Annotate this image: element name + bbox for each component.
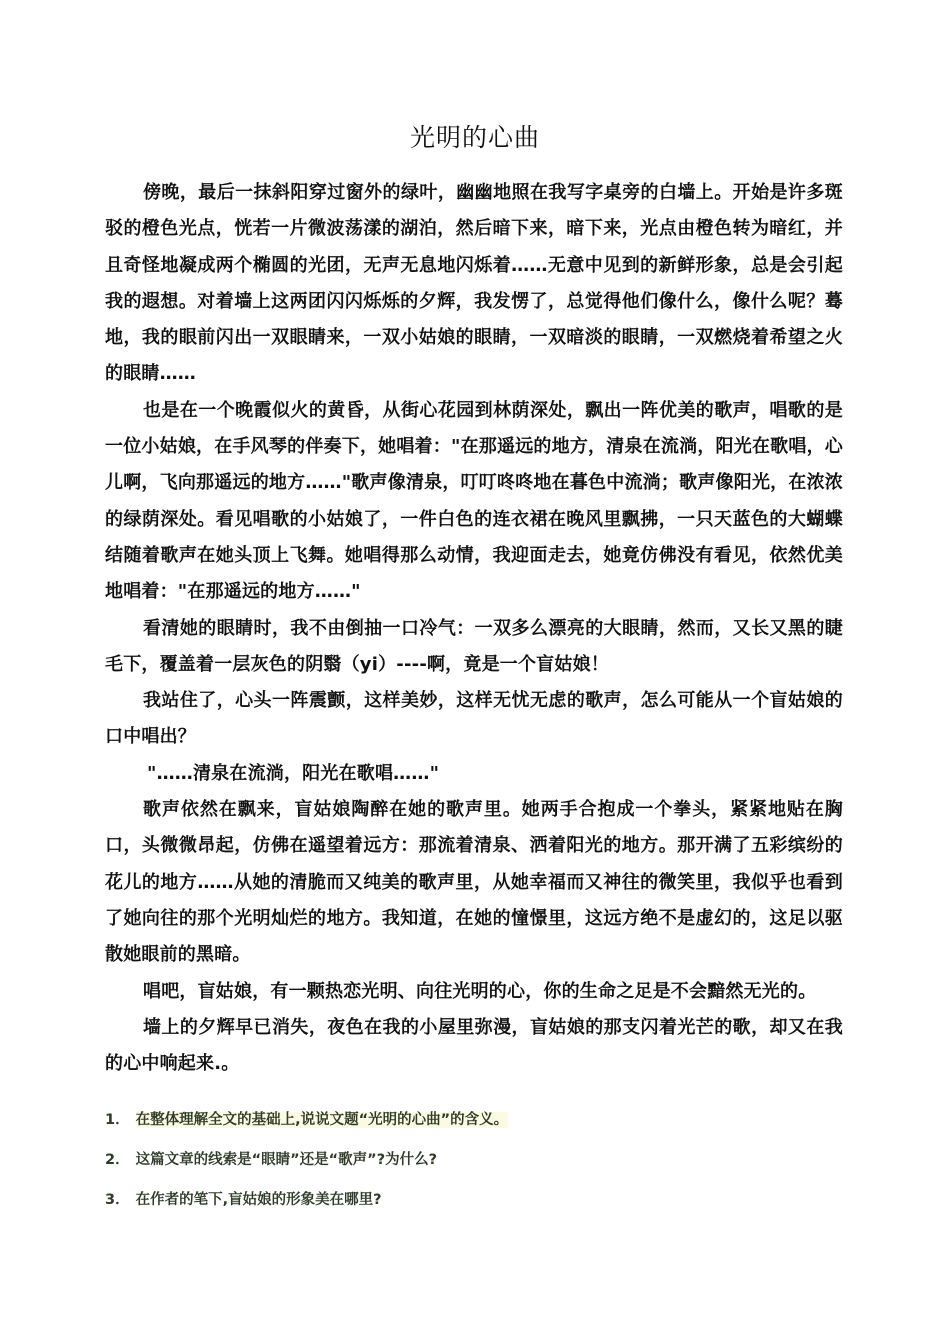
paragraph-6: 歌声依然在飘来，盲姑娘陶醉在她的歌声里。她两手合抱成一个拳头，紧紧地贴在胸口，头微微昂起，仿佛在遥望着远方：那流着清泉、洒着阳光的地方。那开满了五彩缤纷的花儿的地方……从她的清脆而又纯美的歌声里，从她幸福而又神往的微笑里，我似乎也看到了她向往的那个光明灿烂的地方。我知道，在她的憧憬里，这远方绝不是虚幻的，这足以驱散她眼前的黑暗。 — [105, 799, 843, 966]
article-body — [105, 175, 843, 1082]
question-text: 这篇文章的线索是“眼睛”还是“歌声”?为什么? — [135, 1152, 438, 1168]
question-item — [105, 1148, 843, 1172]
question-number: 2． — [105, 1152, 130, 1168]
paragraph-7: 唱吧，盲姑娘，有一颗热恋光明、向往光明的心，你的生命之足是不会黯然无光的。 — [143, 980, 817, 1002]
question-list — [105, 1108, 843, 1228]
question-item — [105, 1188, 843, 1212]
paragraph-8: 墙上的夕辉早已消失，夜色在我的小屋里弥漫，盲姑娘的那支闪着光芒的歌，却又在我的心中响起来.。 — [105, 1016, 843, 1075]
paragraph-4: 我站住了，心头一阵震颤，这样美妙，这样无忧无虑的歌声，怎么可能从一个盲姑娘的口中唱出？ — [105, 690, 843, 748]
question-item — [105, 1108, 843, 1132]
question-number: 1． — [105, 1112, 130, 1128]
paragraph-5-quote: "……清泉在流淌，阳光在歌唱……" — [147, 762, 440, 784]
question-text: 在整体理解全文的基础上,说说文题“光明的心曲”的含义。 — [135, 1112, 509, 1128]
paragraph-1: 傍晚，最后一抹斜阳穿过窗外的绿叶，幽幽地照在我写字桌旁的白墙上。开始是许多斑驳的橙色光点，恍若一片微波荡漾的湖泊，然后暗下来，暗下来，光点由橙色转为暗红，并且奇怪地凝成两个椭圆的光团，无声无息地闪烁着……无意中见到的新鲜形象，总是会引起我的遐想。对着墙上这两团闪闪烁烁的夕辉，我发愣了，总觉得他们像什么，像什么呢？蓦地，我的眼前闪出一双眼睛来，一双小姑娘的眼睛，一双暗淡的眼睛，一双燃烧着希望之火的眼睛…… — [105, 182, 843, 385]
paragraph-3: 看清她的眼睛时，我不由倒抽一口冷气：一双多么漂亮的大眼睛，然而，又长又黑的睫毛下，覆盖着一层灰色的阴翳（yi）----啊，竟是一个盲姑娘！ — [105, 617, 843, 675]
paragraph-2: 也是在一个晚霞似火的黄昏，从街心花园到林荫深处，飘出一阵优美的歌声，唱歌的是一位小姑娘，在手风琴的伴奏下，她唱着："在那遥远的地方，清泉在流淌，阳光在歌唱，心儿啊，飞向那遥远的地方……"歌声像清泉，叮叮咚咚地在暮色中流淌；歌声像阳光，在浓浓的绿荫深处。看见唱歌的小姑娘了，一件白色的连衣裙在晚风里飘拂，一只天蓝色的大蝴蝶结随着歌声在她头顶上飞舞。她唱得那么动情，我迎面走去，她竟仿佛没有看见，依然优美地唱着："在那遥远的地方……" — [105, 399, 843, 603]
question-number: 3． — [105, 1192, 130, 1208]
question-text: 在作者的笔下,盲姑娘的形象美在哪里? — [135, 1192, 382, 1208]
article-title: 光明的心曲 — [409, 123, 540, 152]
